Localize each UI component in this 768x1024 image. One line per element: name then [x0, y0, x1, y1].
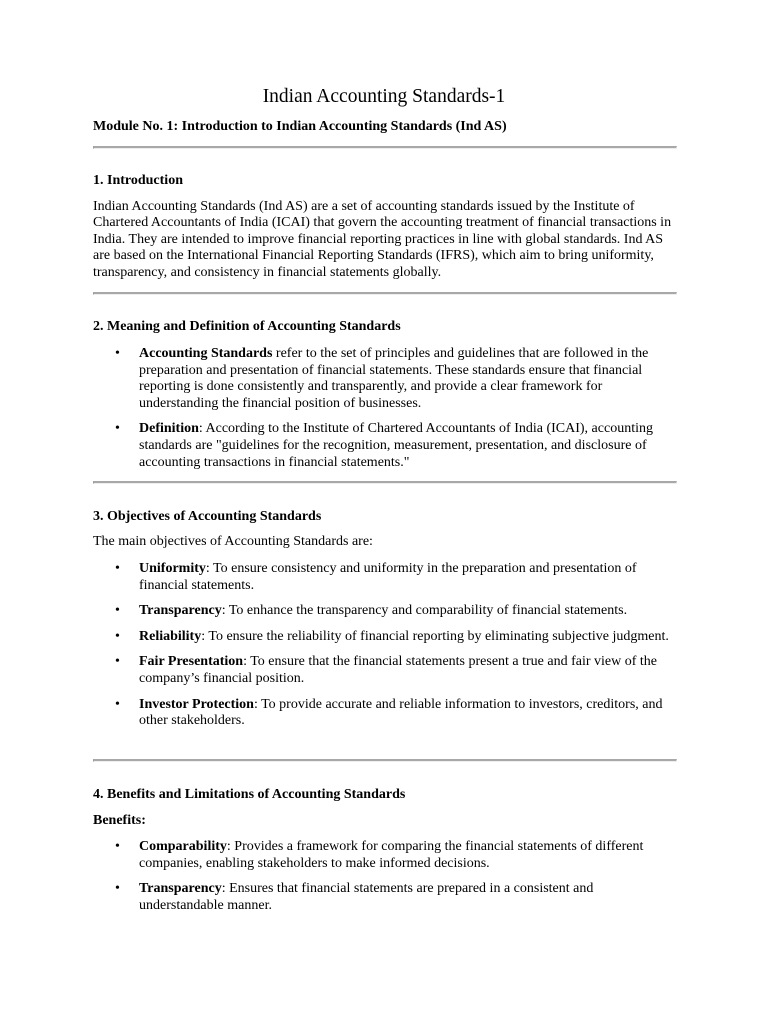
list-item-term: Comparability — [139, 839, 227, 854]
bullet-icon: • — [115, 628, 120, 644]
section-heading-objectives: 3. Objectives of Accounting Standards — [93, 509, 322, 524]
bullet-icon: • — [115, 603, 120, 619]
list-item — [93, 697, 675, 730]
bullet-icon: • — [115, 346, 120, 361]
list-item-term: Investor Protection — [139, 696, 254, 712]
list-item-text: : To provide accurate and reliable information to investors, creditors, and other stakeholders. — [139, 696, 663, 729]
list-item — [93, 839, 675, 872]
list-item-text: : Ensures that financial statements are prepared in a consistent and understandable manner. — [139, 881, 594, 913]
bullet-icon: • — [115, 421, 120, 437]
bullet-icon: • — [115, 696, 120, 712]
benefits-subheading: Benefits: — [93, 813, 146, 828]
list-item — [93, 421, 675, 471]
objectives-intro: The main objectives of Accounting Standards are: — [93, 534, 373, 549]
bullet-icon: • — [115, 561, 120, 576]
list-item-text: : To enhance the transparency and comparability of financial statements. — [221, 603, 628, 619]
list-item-text: : Provides a framework for comparing the financial statements of different companies, enabling stakeholders to make informed decisions. — [139, 839, 644, 871]
document-title: Indian Accounting Standards-1 — [262, 86, 506, 107]
list-item-term: Definition — [139, 421, 199, 437]
divider — [93, 292, 677, 295]
list-item-text: : To ensure that the financial statements present a true and fair view of the company’s financial position. — [139, 654, 658, 686]
benefits-list — [93, 839, 675, 923]
divider — [93, 481, 677, 484]
list-item — [93, 654, 675, 687]
list-item-text: : According to the Institute of Chartered Accountants of India (ICAI), accounting standards are "guidelines for the recognition, measurement, presentation, and disclosure of accounting transactions in financial statements." — [139, 421, 653, 470]
list-item-text: refer to the set of principles and guidelines that are followed in the preparation and presentation of financial statements. These standards ensure that financial reporting is done consistently and transparently, and provide a clear framework for understanding the financial position of businesses. — [139, 346, 649, 411]
list-item — [93, 346, 675, 412]
module-heading: Module No. 1: Introduction to Indian Accounting Standards (Ind AS) — [93, 119, 507, 134]
meaning-list — [93, 346, 675, 480]
objectives-list — [93, 561, 675, 739]
list-item-text: : To ensure consistency and uniformity in the preparation and presentation of financial statements. — [139, 561, 637, 593]
list-item-term: Transparency — [139, 603, 222, 619]
introduction-paragraph: Indian Accounting Standards (Ind AS) are a set of accounting standards issued by the Institute of Chartered Accountants of India (ICAI) that govern the accounting treatment of financial transactions in India. They are intended to improve financial reporting practices in line with global standards. Ind AS are based on the International Financial Reporting Standards (IFRS), which aim to bring uniformity, transparency, and consistency in financial statements globally. — [93, 199, 672, 280]
list-item-term: Reliability — [139, 628, 202, 644]
divider — [93, 146, 677, 149]
list-item-text: : To ensure the reliability of financial reporting by eliminating subjective judgment. — [201, 628, 669, 644]
bullet-icon: • — [115, 881, 120, 897]
list-item — [93, 881, 675, 914]
list-item-term: Transparency — [139, 881, 222, 897]
section-heading-introduction: 1. Introduction — [93, 173, 183, 188]
divider — [93, 759, 677, 762]
bullet-icon: • — [115, 654, 120, 670]
section-heading-benefits: 4. Benefits and Limitations of Accounting Standards — [93, 787, 406, 802]
list-item-term: Fair Presentation — [139, 654, 244, 670]
list-item — [93, 629, 675, 646]
bullet-icon: • — [115, 839, 120, 854]
list-item-term: Uniformity — [139, 561, 206, 576]
list-item-term: Accounting Standards — [139, 346, 273, 361]
list-item — [93, 603, 675, 620]
section-heading-meaning: 2. Meaning and Definition of Accounting Standards — [93, 319, 401, 334]
list-item — [93, 561, 675, 594]
